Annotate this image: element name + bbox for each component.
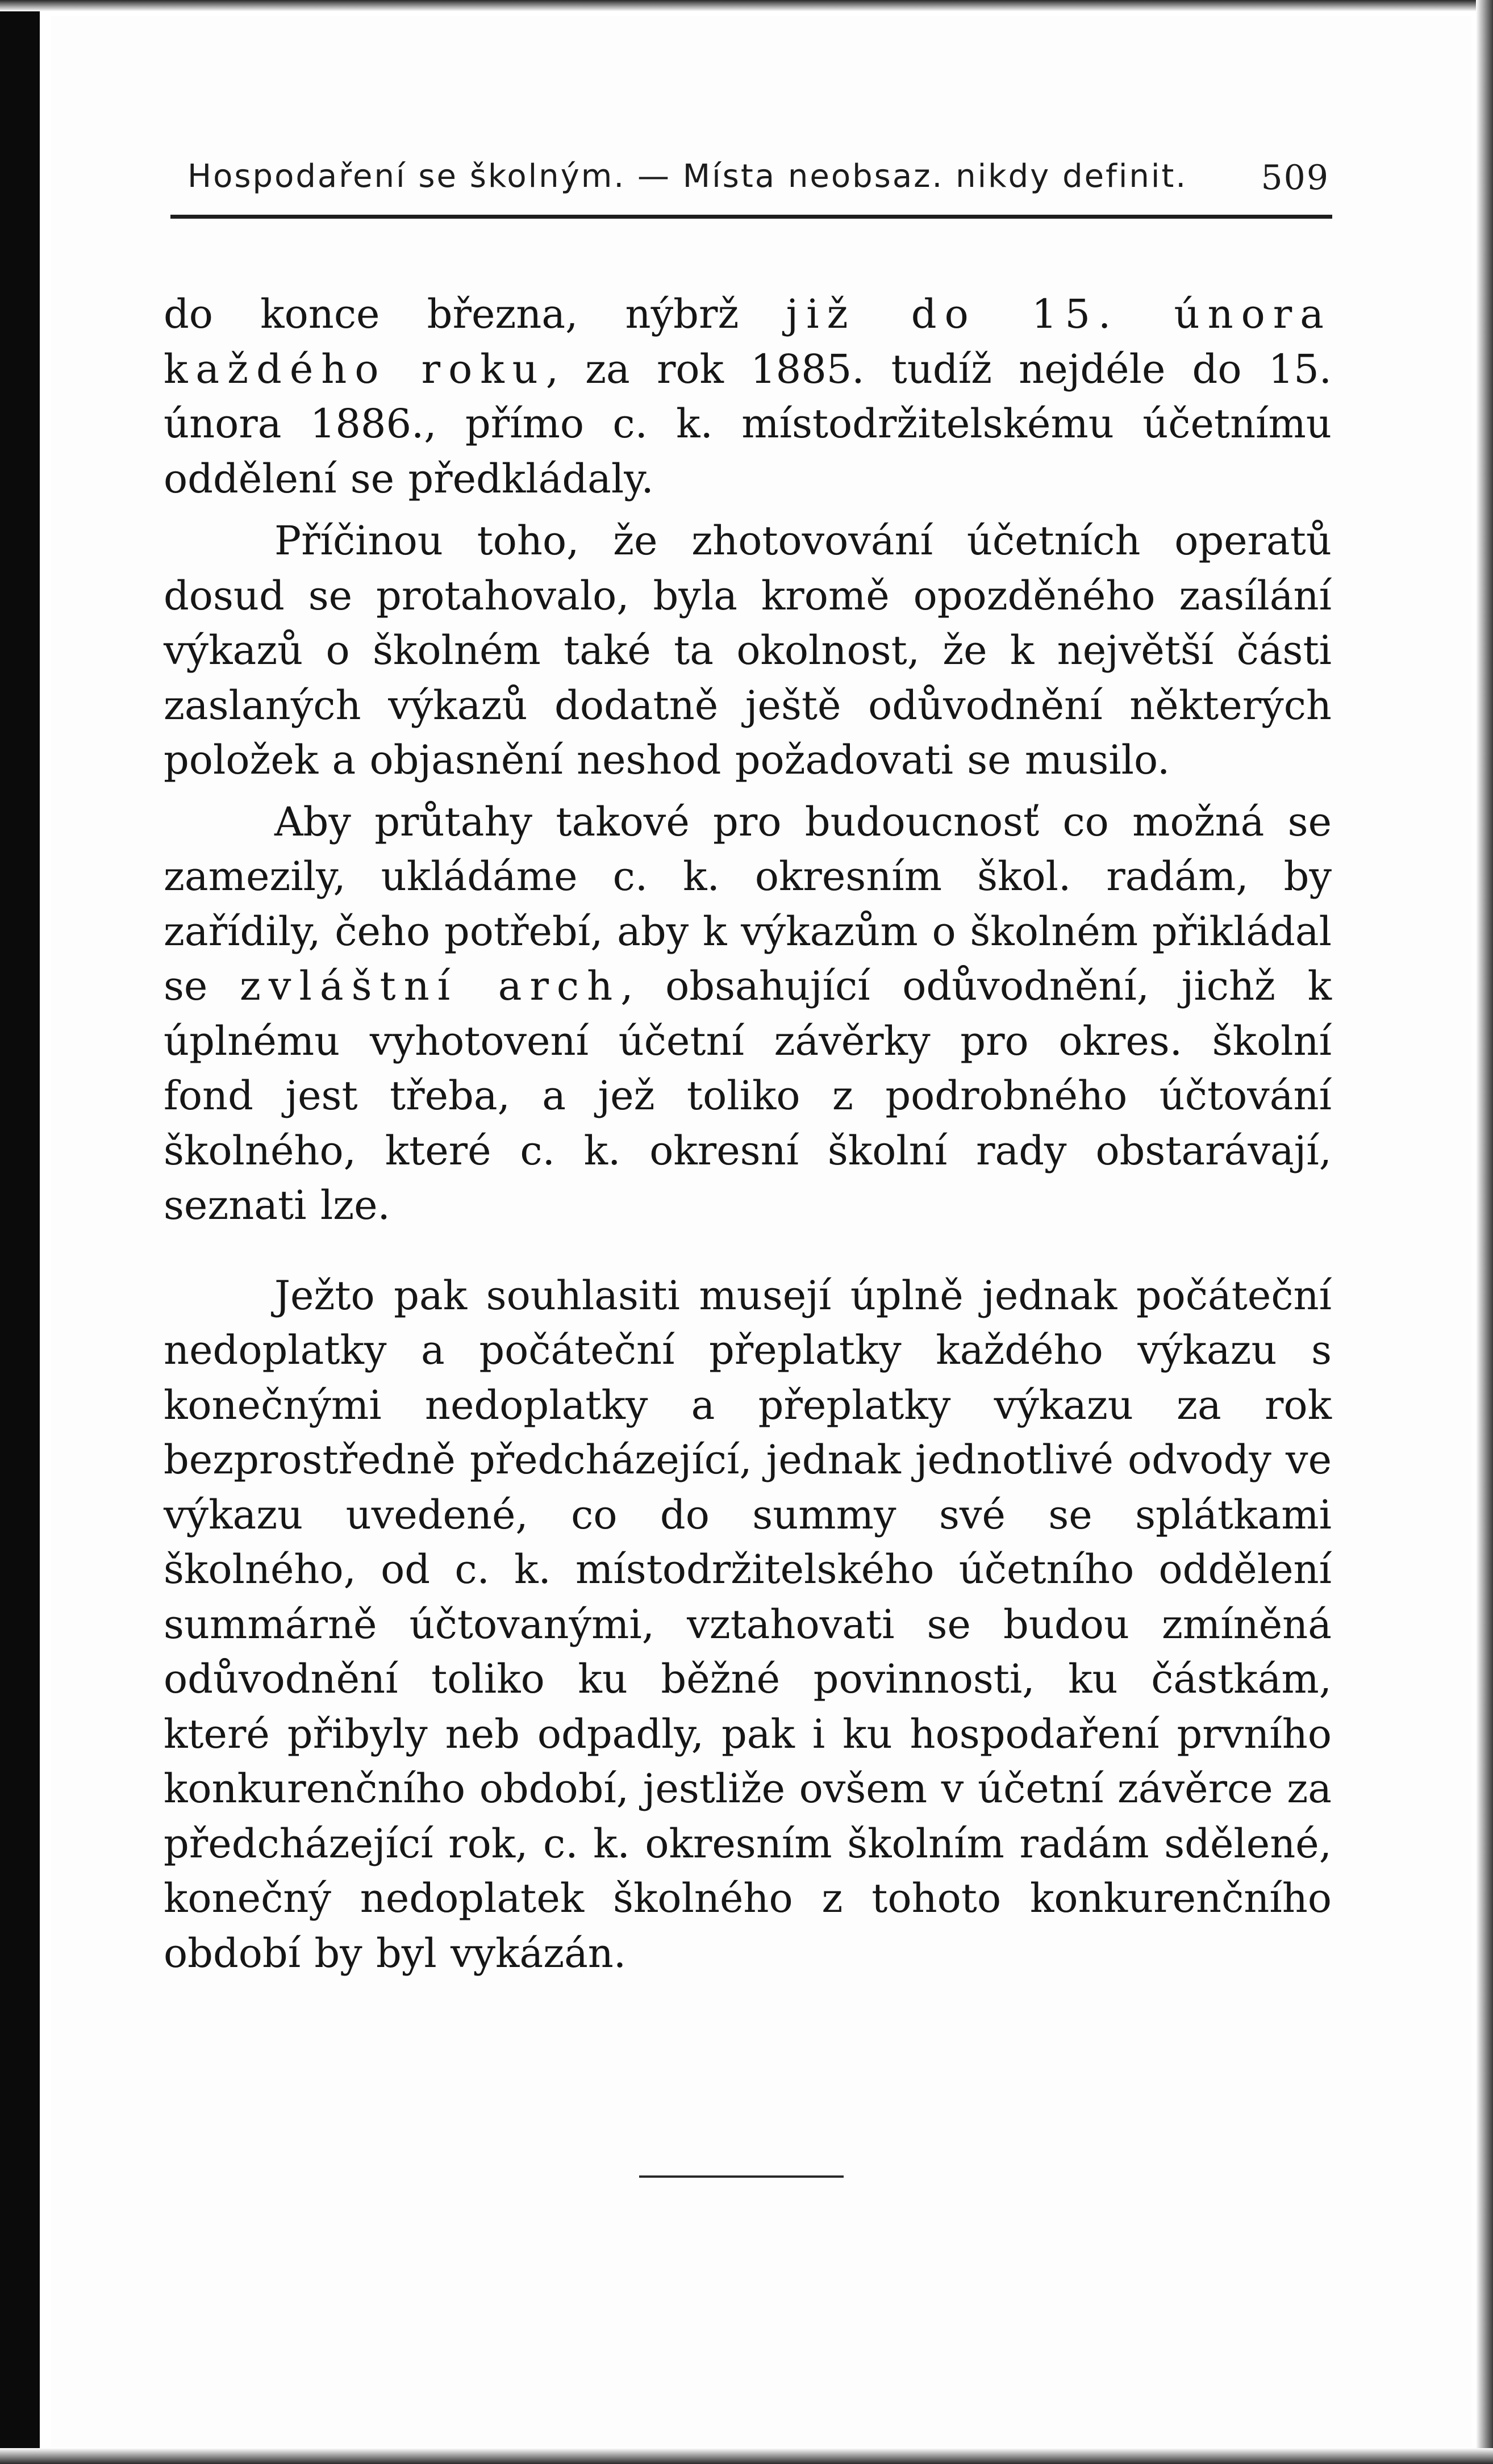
paragraph-1-end: , za rok 1885. tudíž nejdéle do 15. února 1886., přímo c. k. místodržitelskému účetnímu oddělení se předkládaly. [164, 345, 1332, 502]
running-head-title: Hospodaření se školným. — Místa neobsaz. nikdy definit. [187, 158, 1188, 195]
page-number: 509 [1261, 158, 1329, 198]
paragraph-1-spaced-emphasis: již do 15. února každého roku [164, 291, 1332, 392]
scan-left-edge [0, 0, 40, 2464]
scan-bottom-edge [0, 2448, 1493, 2464]
scan-right-edge [1476, 0, 1493, 2464]
body-text [164, 287, 1332, 1981]
paragraph-3-end: , obsahující odůvodnění, jichž k úplnému vyhotovení účetní závěrky pro okres. školní fond jest třeba, a jež toliko z podrobného účtování školného, které c. k. okresní školní rady obstarávají, seznati lze. [164, 963, 1332, 1229]
paragraph-1-start: do konce března, nýbrž [164, 291, 786, 337]
paragraph-4: Ježto pak souhlasiti musejí úplně jednak počáteční nedoplatky a počáteční přeplatky každého výkazu s konečnými nedoplatky a přeplatky výkazu za rok bezprostředně předcházející, jednak jednotlivé odvody ve výkazu uvedené, co do summy své se splátkami školného, od c. k. místodržitelského účetního oddělení summárně účtovanými, vztahovati se budou zmíněná odůvodnění toliko ku běžné povinnosti, ku částkám, které přibyly neb odpadly, pak i ku hospodaření prvního konkurenčního období, jestliže ovšem v účetní závěrce za předcházející rok, c. k. okresním školním radám sdělené, konečný nedoplatek školného z tohoto konkurenčního období by byl vykázán. [164, 1272, 1332, 1977]
paragraph-3-spaced-emphasis: zvláštní arch [240, 963, 621, 1009]
paragraph-3-start: Aby průtahy takové pro budoucnosť co možná se zamezily, ukládáme c. k. okresním škol. radám, by zařídily, čeho potřebí, aby k výkazům o školném přikládal se [164, 798, 1332, 1009]
paragraph-3 [164, 795, 1332, 1233]
paragraph-2: Příčinou toho, že zhotovování účetních operatů dosud se protahovalo, byla kromě opozděného zasílání výkazů o školném také ta okolnost, že k největší části zaslaných výkazů dodatně ještě odůvodnění některých položek a objasnění neshod požadovati se musilo. [164, 517, 1332, 783]
running-head [187, 158, 1329, 209]
paragraph-1 [164, 287, 1332, 506]
header-rule [170, 215, 1332, 219]
scan-top-edge [0, 0, 1493, 11]
section-end-rule [639, 2175, 844, 2178]
